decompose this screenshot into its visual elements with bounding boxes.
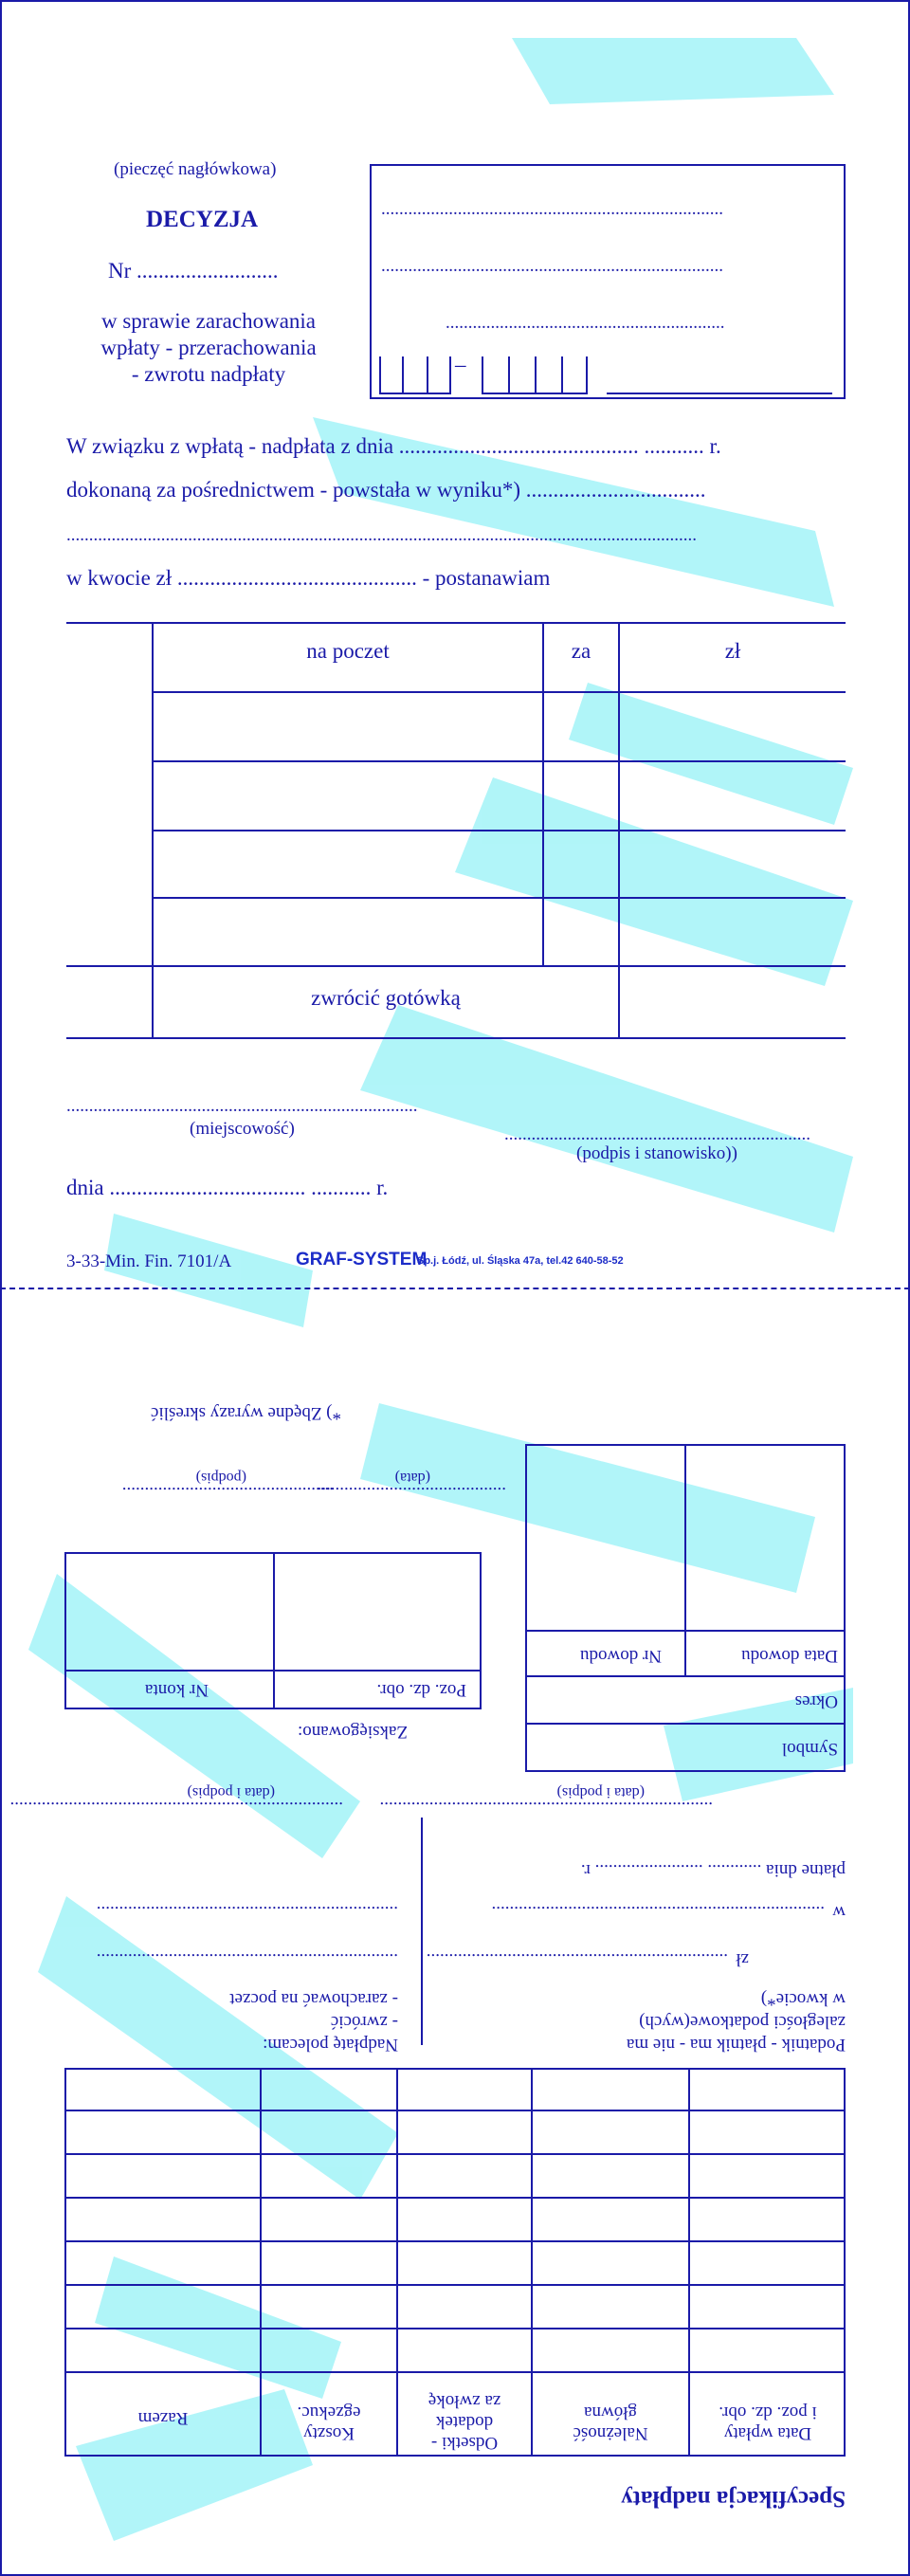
footnote: *) Zbędne wyrazy skreślić [150,1403,341,1423]
date-sign-label-right: (data i podpis) [556,1784,645,1800]
order-credit: - zarachować na poczet [229,1989,398,2009]
header-account: na poczet [306,639,390,663]
date-sign-dots-right: .......................................................................... [379,1798,713,1818]
date-sign-dots-left: .......................................................................... [9,1798,343,1818]
intro-line-1: W związku z wpłatą - nadpłata z dnia ............................................ ........... r. [66,434,721,458]
ledger-pos-label: Poz. dz. obr. [376,1680,466,1700]
subject-line-2: wpłaty - przerachowania [100,336,317,359]
printer-address: Sp.j. Łódź, ul. Śląska 47a, tel.42 640-58-52 [417,1255,624,1267]
subject-line-3: - zwrotu nadpłaty [131,362,286,386]
address-dots-1: ............................................................................ [381,199,723,219]
address-dots-2: ............................................................................ [381,256,723,276]
payer-w-dots: .......................................................................... [491,1902,825,1922]
code-separator: – [455,353,466,376]
spec-title: Specyfikacja nadpłaty [621,2486,846,2512]
signature-dots: .................................................................... [504,1124,810,1144]
allocation-table [66,622,846,1039]
payer-zl: zł [736,1949,749,1969]
spec-table [64,2068,846,2457]
code-cells [379,347,834,394]
payer-w: w [832,1902,846,1922]
col-payment-date: Data wpłaty i poz. dz. obr. [719,2402,817,2443]
sign-dots: ............................................... [121,1483,334,1503]
date-line: dnia .................................... ........... r. [66,1176,389,1199]
intro-line-2: dokonaną za pośrednictwem - powstała w wyniku*) ................................. [66,478,706,502]
intro-line-3: w kwocie zł ............................................ - postanawiam [66,566,551,590]
date-sign-label-left: (data i podpis) [187,1784,275,1800]
place-label: (miejscowość) [190,1119,295,1139]
order-title: Nadpłatę polecam: [263,2035,398,2055]
order-dots-1: ................................................................... [96,1949,398,1969]
subject-line-1: w sprawie zarachowania [100,309,317,333]
stamp-label: (pieczęć nagłówkowa) [114,159,277,179]
col-costs: Koszty egzekuc. [297,2402,361,2443]
account-no-label: Nr konta [144,1680,209,1700]
order-dots-2: ................................................................... [96,1902,398,1922]
payer-zl-dots: ................................................................... [426,1949,728,1969]
col-total: Razem [137,2408,189,2428]
date-dots: .......................................... [317,1483,506,1503]
symbol-label: Symbol [781,1739,838,1759]
signature-label: (podpis i stanowisko)) [576,1143,737,1163]
payer-line-1: Podatnik - płatnik ma - nie ma [626,2035,846,2055]
order-return: - zwrócić [330,2012,398,2032]
order-divider [421,1818,423,2045]
printer-name: GRAF-SYSTEM [296,1250,428,1270]
decision-title: DECYZJA [146,207,259,232]
address-dots-3: .............................................................. [446,313,725,333]
header-amount: zł [724,639,741,663]
proof-no-label: Nr dowodu [579,1646,662,1666]
header-for: za [571,639,592,663]
col-principal: Należność główna [573,2402,648,2443]
date-label: (data) [394,1470,430,1486]
period-label: Okres [794,1691,838,1711]
cash-return-label: zwrócić gotówką [311,986,461,1010]
specification-section [0,1289,910,2576]
booked-label: Zaksięgowano: [297,1722,408,1742]
intro-dots: ............................................................................................................................................ [66,525,697,545]
payer-line-3: w kwocie*) [760,1989,846,2009]
payer-term: płatne dnia ............ ........................ r. [580,1860,846,1880]
place-dots: .............................................................................. [66,1096,418,1116]
number-line: Nr .......................... [108,259,279,283]
form-code: 3-33-Min. Fin. 7101/A [66,1251,232,1271]
sign-label: (podpis) [195,1470,246,1486]
proof-date-label: Data dowodu [741,1646,838,1666]
payer-line-2: zaległości podatkowe(wych) [639,2012,846,2032]
col-interest: Odsetki - dodatek za zwłokę [428,2391,501,2453]
